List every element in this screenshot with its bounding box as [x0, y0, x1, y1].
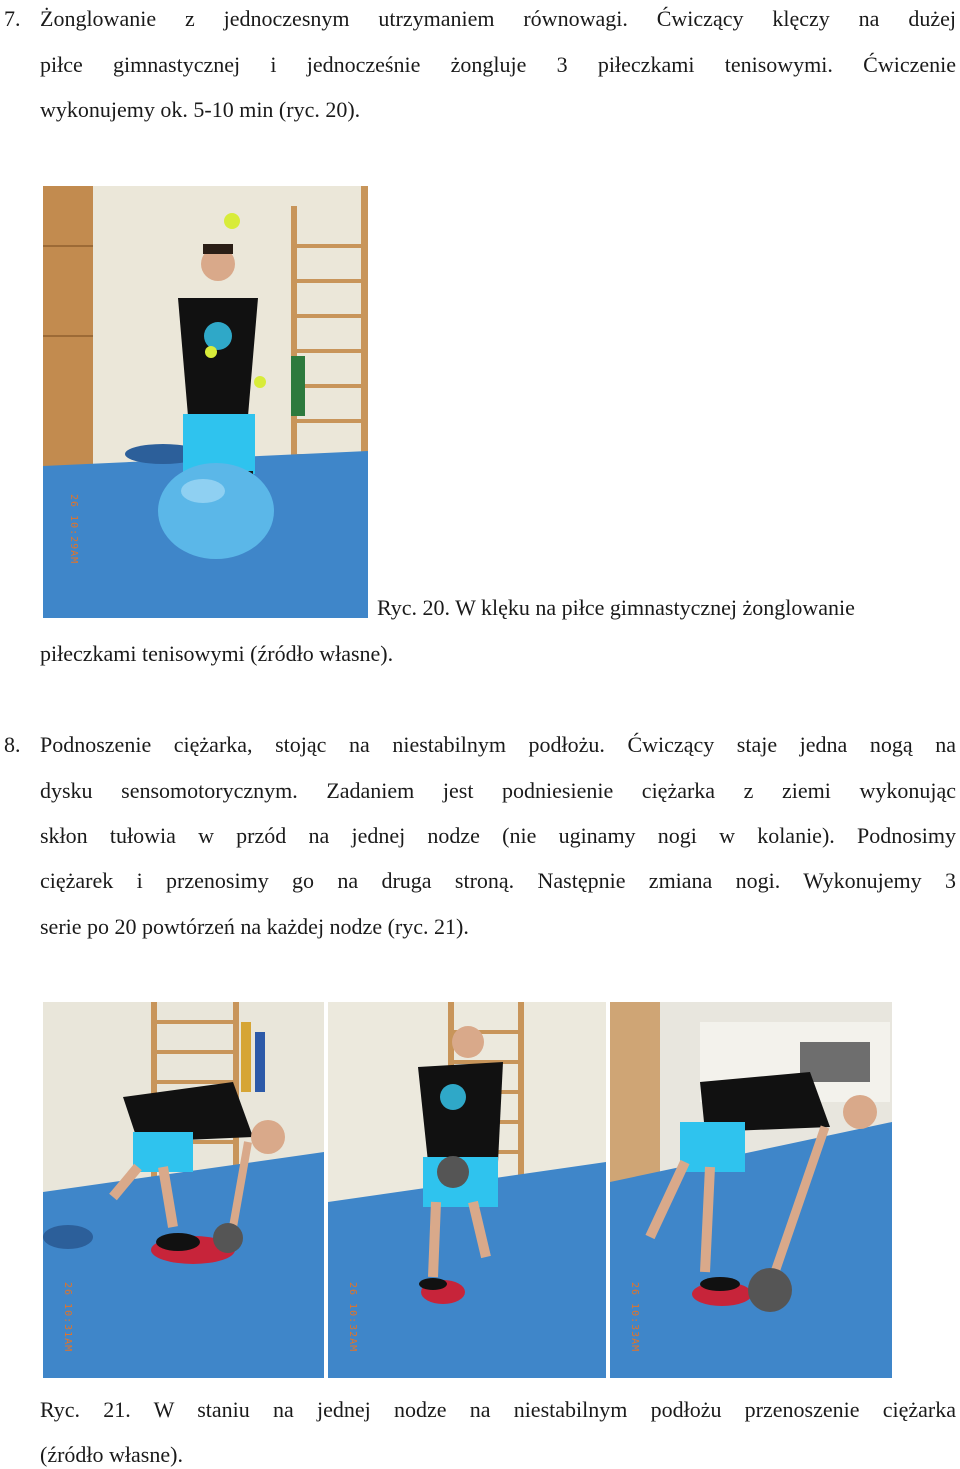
section-8-number: 8.	[4, 732, 21, 757]
section-7-number: 7.	[4, 6, 21, 31]
section-8-line-5: serie po 20 powtórzeń na każdej nodze (ryc. 21).	[40, 914, 469, 939]
figure-20-timestamp: 26 10:29AM	[68, 494, 79, 565]
section-8-line-2: dysku sensomotorycznym. Zadaniem jest podniesienie ciężarka z ziemi wykonując	[40, 778, 956, 803]
figure-20-caption-line-1: Ryc. 20. W klęku na piłce gimnastycznej żonglowanie	[377, 595, 855, 620]
figure-21-timestamp-3: 26 10:33AM	[629, 1282, 640, 1353]
section-8-line-4: ciężarek i przenosimy go na druga stroną. Następnie zmiana nogi. Wykonujemy 3	[40, 868, 956, 893]
section-7-line-2: piłce gimnastycznej i jednocześnie żongluje 3 piłeczkami tenisowymi. Ćwiczenie	[40, 52, 956, 77]
section-8-line-1: Podnoszenie ciężarka, stojąc na niestabilnym podłożu. Ćwiczący staje jedna nogą na	[40, 732, 956, 757]
figure-21-photo-1	[43, 1002, 324, 1378]
figure-21-timestamp-1: 26 10:31AM	[62, 1282, 73, 1353]
figure-21-caption-line-2: (źródło własne).	[40, 1442, 183, 1467]
figure-20-photo	[43, 186, 368, 618]
section-8-line-3: skłon tułowia w przód na jednej nodze (nie uginamy nogi w kolanie). Podnosimy	[40, 823, 956, 848]
figure-21-caption-line-1: Ryc. 21. W staniu na jednej nodze na niestabilnym podłożu przenoszenie ciężarka	[40, 1397, 956, 1422]
figure-21-photo-3	[610, 1002, 892, 1378]
figure-20-caption-line-2: piłeczkami tenisowymi (źródło własne).	[40, 641, 394, 666]
figure-21-photo-2	[328, 1002, 606, 1378]
section-7-line-1: Żonglowanie z jednoczesnym utrzymaniem równowagi. Ćwiczący klęczy na dużej	[40, 6, 956, 31]
section-7-line-3: wykonujemy ok. 5-10 min (ryc. 20).	[40, 97, 361, 122]
figure-21-timestamp-2: 26 10:32AM	[347, 1282, 358, 1353]
